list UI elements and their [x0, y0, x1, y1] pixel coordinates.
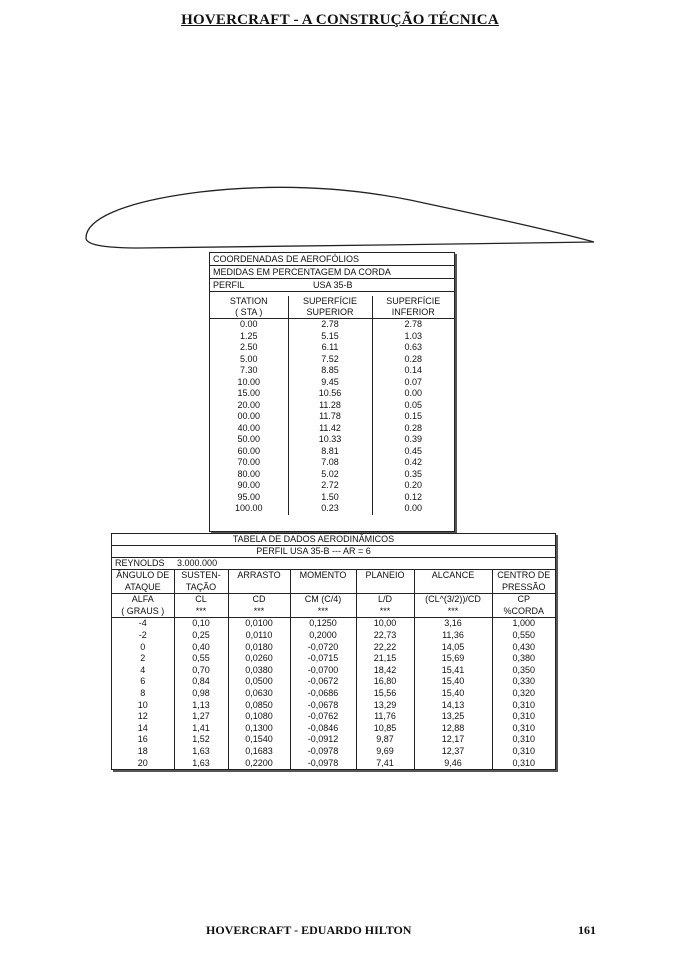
table-cell: 15.00 — [237, 388, 261, 398]
table-cell: -0,0912 — [290, 734, 356, 746]
table-cell: 9,87 — [356, 734, 414, 746]
table-cell: 9.45 — [288, 377, 372, 389]
table-cell: 2 — [140, 653, 146, 664]
aero-column-header: CP — [492, 594, 555, 606]
aero-column-header — [290, 582, 356, 594]
aero-column-header — [228, 582, 290, 594]
table-cell: -0,0672 — [290, 676, 356, 688]
table-cell: 10,00 — [356, 618, 414, 630]
aero-subtitle: PERFIL USA 35-B --- AR = 6 — [112, 546, 555, 558]
table-cell: 0,2000 — [290, 630, 356, 642]
aero-header-row — [112, 582, 555, 594]
table-cell: 10.56 — [288, 388, 372, 400]
table-cell: 10,85 — [356, 723, 414, 735]
aero-column-header: TAÇÃO — [174, 582, 228, 594]
table-cell: 22,73 — [356, 630, 414, 642]
table-cell: 1,000 — [492, 618, 555, 630]
table-cell: 0,0850 — [228, 700, 290, 712]
aero-column-header — [414, 582, 492, 594]
table-row — [210, 331, 454, 343]
reynolds-label: REYNOLDS — [115, 558, 165, 568]
coords-column-header: SUPERFÍCIE — [288, 296, 372, 307]
table-cell: 1,52 — [174, 734, 228, 746]
table-cell: 0,350 — [492, 665, 555, 677]
table-cell: 0,1540 — [228, 734, 290, 746]
table-cell: 0,310 — [492, 711, 555, 723]
table-cell: 0.42 — [372, 457, 454, 469]
table-cell: 0.00 — [372, 503, 454, 515]
table-row — [210, 503, 454, 515]
table-row — [210, 434, 454, 446]
aero-column-header: SUSTEN- — [174, 570, 228, 582]
coords-grid — [210, 296, 454, 515]
table-cell: 16 — [137, 734, 148, 745]
table-cell: 5.00 — [239, 353, 258, 364]
perfil-value: USA 35-B — [313, 280, 353, 290]
table-cell: 1.50 — [288, 492, 372, 504]
aero-column-header: ÂNGULO DE — [116, 570, 170, 580]
table-cell: 0.15 — [372, 411, 454, 423]
table-cell: 15,40 — [414, 676, 492, 688]
aero-column-header: *** — [228, 606, 290, 618]
table-cell: 20 — [137, 757, 148, 768]
table-cell: 0.28 — [372, 423, 454, 435]
table-cell: 0,0500 — [228, 676, 290, 688]
table-cell: 0,55 — [174, 653, 228, 665]
table-cell: 0.07 — [372, 377, 454, 389]
table-cell: 0,380 — [492, 653, 555, 665]
coords-title-2: MEDIDAS EM PERCENTAGEM DA CORDA — [210, 266, 454, 279]
table-cell: 18,42 — [356, 665, 414, 677]
table-cell: 7,41 — [356, 758, 414, 770]
aero-grid — [112, 570, 555, 769]
table-cell: 4 — [140, 664, 146, 675]
table-cell: 21,15 — [356, 653, 414, 665]
table-cell: 0,550 — [492, 630, 555, 642]
aero-column-header: *** — [174, 606, 228, 618]
table-cell: 80.00 — [237, 468, 261, 479]
reynolds-value: 3.000.000 — [177, 558, 218, 568]
table-cell: 0,430 — [492, 642, 555, 654]
table-cell: 6.11 — [288, 342, 372, 354]
aero-column-header: ALCANCE — [414, 570, 492, 582]
table-cell: 0,0110 — [228, 630, 290, 642]
table-cell: -0,0978 — [290, 758, 356, 770]
table-row — [210, 457, 454, 469]
table-row — [112, 758, 555, 770]
table-cell: 0.23 — [288, 503, 372, 515]
table-cell: 0,0180 — [228, 642, 290, 654]
coords-header-row — [210, 307, 454, 319]
table-row — [112, 734, 555, 746]
table-cell: 12,88 — [414, 723, 492, 735]
table-cell: 95.00 — [237, 491, 261, 502]
table-cell: 15,56 — [356, 688, 414, 700]
table-cell: 0,84 — [174, 676, 228, 688]
coords-title-1: COORDENADAS DE AEROFÓLIOS — [210, 253, 454, 266]
table-cell: 0.00 — [239, 319, 258, 329]
table-cell: 1.03 — [372, 331, 454, 343]
table-row — [210, 423, 454, 435]
aero-column-header: *** — [290, 606, 356, 618]
table-row — [112, 630, 555, 642]
coords-perfil-row — [210, 279, 454, 292]
table-row — [112, 700, 555, 712]
table-row — [210, 446, 454, 458]
table-cell: 60.00 — [237, 445, 261, 456]
table-row — [210, 319, 454, 331]
table-row — [210, 365, 454, 377]
table-cell: 13,29 — [356, 700, 414, 712]
table-cell: 0,10 — [174, 618, 228, 630]
table-row — [112, 711, 555, 723]
table-cell: 14,13 — [414, 700, 492, 712]
aero-header-row — [112, 606, 555, 618]
aero-column-header: %CORDA — [492, 606, 555, 618]
table-cell: 11,36 — [414, 630, 492, 642]
coords-column-header: INFERIOR — [372, 307, 454, 319]
table-row — [112, 676, 555, 688]
table-cell: 7.08 — [288, 457, 372, 469]
table-cell: 11.42 — [288, 423, 372, 435]
table-cell: 15,41 — [414, 665, 492, 677]
reynolds-row — [112, 558, 555, 570]
table-cell: 0,0630 — [228, 688, 290, 700]
table-cell: 0,1683 — [228, 746, 290, 758]
table-cell: 6 — [140, 676, 146, 687]
aero-column-header: *** — [414, 606, 492, 618]
table-cell: 2.72 — [288, 480, 372, 492]
table-cell: 8.85 — [288, 365, 372, 377]
table-cell: 1,41 — [174, 723, 228, 735]
table-cell: 1,63 — [174, 758, 228, 770]
table-cell: -0,0978 — [290, 746, 356, 758]
table-cell: 0,0380 — [228, 665, 290, 677]
table-cell: -0,0678 — [290, 700, 356, 712]
coords-header-row — [210, 296, 454, 307]
table-cell: 20.00 — [237, 399, 261, 410]
table-cell: 18 — [137, 745, 148, 756]
table-row — [210, 354, 454, 366]
table-row — [210, 342, 454, 354]
table-cell: 13,25 — [414, 711, 492, 723]
table-row — [210, 411, 454, 423]
table-row — [112, 723, 555, 735]
footer-book-title: HOVERCRAFT - EDUARDO HILTON — [206, 923, 412, 937]
table-cell: 15,40 — [414, 688, 492, 700]
table-cell: 9,69 — [356, 746, 414, 758]
table-cell: 0.20 — [372, 480, 454, 492]
table-cell: 40.00 — [237, 422, 261, 433]
table-cell: 0.45 — [372, 446, 454, 458]
table-cell: 11.78 — [288, 411, 372, 423]
table-row — [112, 665, 555, 677]
table-cell: 0.39 — [372, 434, 454, 446]
table-cell: 00.00 — [237, 411, 261, 421]
table-cell: -0,0846 — [290, 723, 356, 735]
table-cell: 2.78 — [288, 319, 372, 331]
table-cell: 0.14 — [372, 365, 454, 377]
table-cell: 12 — [137, 711, 148, 722]
table-cell: 0.05 — [372, 400, 454, 412]
table-cell: 2.78 — [372, 319, 454, 331]
table-cell: 0,320 — [492, 688, 555, 700]
aero-column-header: CM (C/4) — [290, 594, 356, 606]
table-cell: 14,05 — [414, 642, 492, 654]
table-cell: 0,0260 — [228, 653, 290, 665]
table-cell: 5.02 — [288, 469, 372, 481]
table-cell: 5.15 — [288, 331, 372, 343]
table-cell: 0.63 — [372, 342, 454, 354]
table-row — [112, 642, 555, 654]
aero-column-header: PLANEIO — [356, 570, 414, 582]
table-cell: 9,46 — [414, 758, 492, 770]
table-cell: 0.00 — [372, 388, 454, 400]
table-cell: 0,98 — [174, 688, 228, 700]
table-row — [210, 388, 454, 400]
table-cell: 0,1300 — [228, 723, 290, 735]
table-cell: 1,13 — [174, 700, 228, 712]
table-cell: 0.28 — [372, 354, 454, 366]
table-cell: 0,310 — [492, 723, 555, 735]
aero-header-row — [112, 594, 555, 606]
table-cell: 16,80 — [356, 676, 414, 688]
aero-column-header: ALFA — [131, 594, 154, 605]
table-cell: 1.25 — [239, 330, 258, 341]
page-number: 161 — [578, 923, 596, 937]
table-cell: 0,70 — [174, 665, 228, 677]
table-cell: 10.33 — [288, 434, 372, 446]
table-cell: 0.35 — [372, 469, 454, 481]
table-cell: 0,310 — [492, 758, 555, 770]
table-cell: -0,0720 — [290, 642, 356, 654]
table-cell: 0,330 — [492, 676, 555, 688]
table-cell: 90.00 — [237, 480, 261, 490]
table-cell: 22,22 — [356, 642, 414, 654]
aero-column-header — [356, 582, 414, 594]
table-row — [210, 377, 454, 389]
table-row — [210, 480, 454, 492]
table-row — [112, 618, 555, 630]
coords-column-header: STATION — [229, 296, 268, 306]
table-cell: 1,63 — [174, 746, 228, 758]
table-cell: 0,0100 — [228, 618, 290, 630]
table-cell: 0,310 — [492, 746, 555, 758]
table-cell: 0,310 — [492, 700, 555, 712]
table-row — [112, 746, 555, 758]
page-title: HOVERCRAFT - A CONSTRUÇÃO TÉCNICA — [181, 12, 499, 28]
aero-column-header: CL — [174, 594, 228, 606]
aero-column-header: CENTRO DE — [492, 570, 555, 582]
table-cell: -0,0700 — [290, 665, 356, 677]
table-cell: 12,37 — [414, 746, 492, 758]
aero-column-header: *** — [356, 606, 414, 618]
table-cell: 0,2200 — [228, 758, 290, 770]
table-cell: 7.30 — [239, 365, 258, 375]
table-cell: 10 — [137, 699, 148, 710]
table-row — [112, 653, 555, 665]
table-cell: 0,1080 — [228, 711, 290, 723]
table-cell: 3,16 — [414, 618, 492, 630]
table-cell: 0,310 — [492, 734, 555, 746]
table-cell: 100.00 — [234, 503, 263, 513]
table-cell: 15,69 — [414, 653, 492, 665]
table-cell: -0,0715 — [290, 653, 356, 665]
airfoil-coordinates-table — [209, 252, 455, 532]
table-cell: 8.81 — [288, 446, 372, 458]
table-cell: 11.28 — [288, 400, 372, 412]
table-cell: -0,0762 — [290, 711, 356, 723]
table-cell: 70.00 — [237, 457, 261, 467]
table-cell: 0,25 — [174, 630, 228, 642]
table-cell: -0,0686 — [290, 688, 356, 700]
aero-column-header: ATAQUE — [112, 582, 174, 594]
table-row — [210, 492, 454, 504]
table-cell: 2.50 — [239, 342, 258, 352]
table-cell: 10.00 — [237, 376, 261, 387]
aero-column-header: MOMENTO — [290, 570, 356, 582]
table-cell: 0,1250 — [290, 618, 356, 630]
aero-column-header: CD — [228, 594, 290, 606]
table-cell: -4 — [112, 618, 174, 630]
table-cell: 50.00 — [237, 434, 261, 444]
coords-column-header: SUPERIOR — [288, 307, 372, 319]
aero-column-header: ARRASTO — [228, 570, 290, 582]
aerodynamic-data-table — [111, 533, 556, 770]
table-cell: -2 — [138, 629, 147, 640]
aero-column-header: L/D — [356, 594, 414, 606]
coords-column-header: SUPERFÍCIE — [372, 296, 454, 307]
perfil-label: PERFIL — [213, 280, 245, 290]
aero-column-header: (CL^(3/2))/CD — [414, 594, 492, 606]
table-cell: 7.52 — [288, 354, 372, 366]
table-row — [210, 469, 454, 481]
aero-column-header: PRESSÃO — [492, 582, 555, 594]
table-cell: 12,17 — [414, 734, 492, 746]
table-row — [112, 688, 555, 700]
airfoil-profile-drawing — [80, 180, 600, 252]
table-cell: 0.12 — [372, 492, 454, 504]
table-cell: 11,76 — [356, 711, 414, 723]
table-cell: 0,40 — [174, 642, 228, 654]
table-row — [210, 400, 454, 412]
table-cell: 1,27 — [174, 711, 228, 723]
table-cell: 8 — [140, 687, 146, 698]
table-cell: 14 — [137, 722, 148, 733]
aero-column-header: ( GRAUS ) — [112, 606, 174, 618]
aero-header-row — [112, 570, 555, 582]
aero-title: TABELA DE DADOS AERODINÂMICOS — [112, 534, 555, 546]
coords-column-header: ( STA ) — [210, 307, 288, 319]
table-cell: 0 — [140, 641, 146, 652]
